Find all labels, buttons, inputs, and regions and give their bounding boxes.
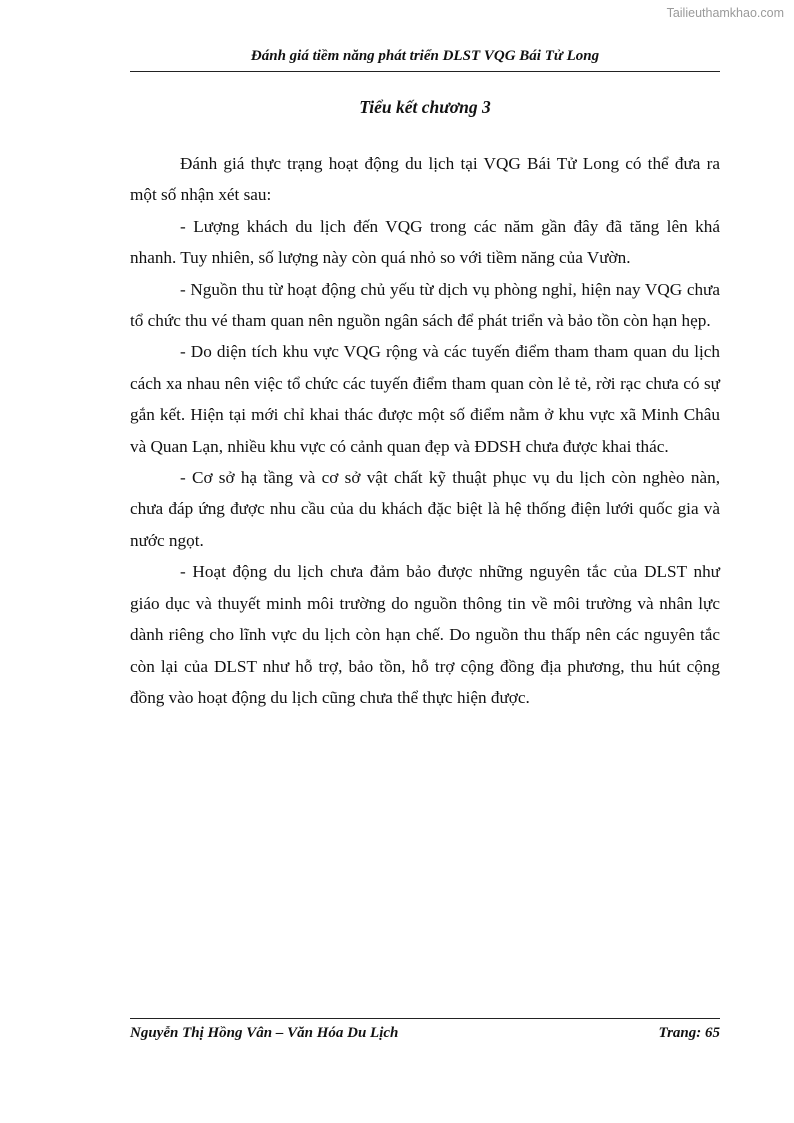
footer-page-number: Trang: 65 xyxy=(658,1025,720,1041)
body-text xyxy=(130,148,720,713)
footer-author: Nguyễn Thị Hồng Vân – Văn Hóa Du Lịch xyxy=(130,1025,399,1041)
paragraph-principles: - Hoạt động du lịch chưa đảm bảo được những nguyên tắc của DLST như giáo dục và thuyết minh môi trường do nguồn thông tin về môi trường và nhân lực dành riêng cho lĩnh vực du lịch còn hạn chế. Do nguồn thu thấp nên các nguyên tắc còn lại của DLST như hỗ trợ, bảo tồn, hỗ trợ cộng đồng địa phương, thu hút cộng đồng vào hoạt động du lịch cũng chưa thể thực hiện được. xyxy=(130,562,720,707)
page-footer xyxy=(130,1018,720,1042)
chapter-summary-title: Tiểu kết chương 3 xyxy=(359,97,491,117)
paragraph-intro: Đánh giá thực trạng hoạt động du lịch tại VQG Bái Tử Long có thể đưa ra một số nhận xét sau: xyxy=(130,154,720,205)
paragraph-infrastructure: - Cơ sở hạ tầng và cơ sở vật chất kỹ thuật phục vụ du lịch còn nghèo nàn, chưa đáp ứng được nhu cầu của du khách đặc biệt là hệ thống điện lưới quốc gia và nước ngọt. xyxy=(130,468,720,550)
running-header: Đánh giá tiềm năng phát triển DLST VQG Bái Tử Long xyxy=(130,48,720,72)
paragraph-revenue: - Nguồn thu từ hoạt động chủ yếu từ dịch vụ phòng nghỉ, hiện nay VQG chưa tổ chức thu vé tham quan nên nguồn ngân sách để phát triển và bảo tồn còn hạn hẹp. xyxy=(130,279,720,331)
watermark-text: Tailieuthamkhao.com xyxy=(666,6,784,20)
paragraph-tour-routes: - Do diện tích khu vực VQG rộng và các tuyến điểm tham tham quan du lịch cách xa nhau nên việc tổ chức các tuyến điểm tham quan còn lẻ tẻ, rời rạc chưa có sự gắn kết. Hiện tại mới chỉ khai thác được một số điểm nằm ở khu vực xã Minh Châu và Quan Lạn, nhiều khu vực có cảnh quan đẹp và ĐDSH chưa được khai thác. xyxy=(130,342,720,456)
paragraph-tourist-volume: - Lượng khách du lịch đến VQG trong các năm gần đây đã tăng lên khá nhanh. Tuy nhiên, số lượng này còn quá nhỏ so với tiềm năng của Vườn. xyxy=(130,216,720,268)
